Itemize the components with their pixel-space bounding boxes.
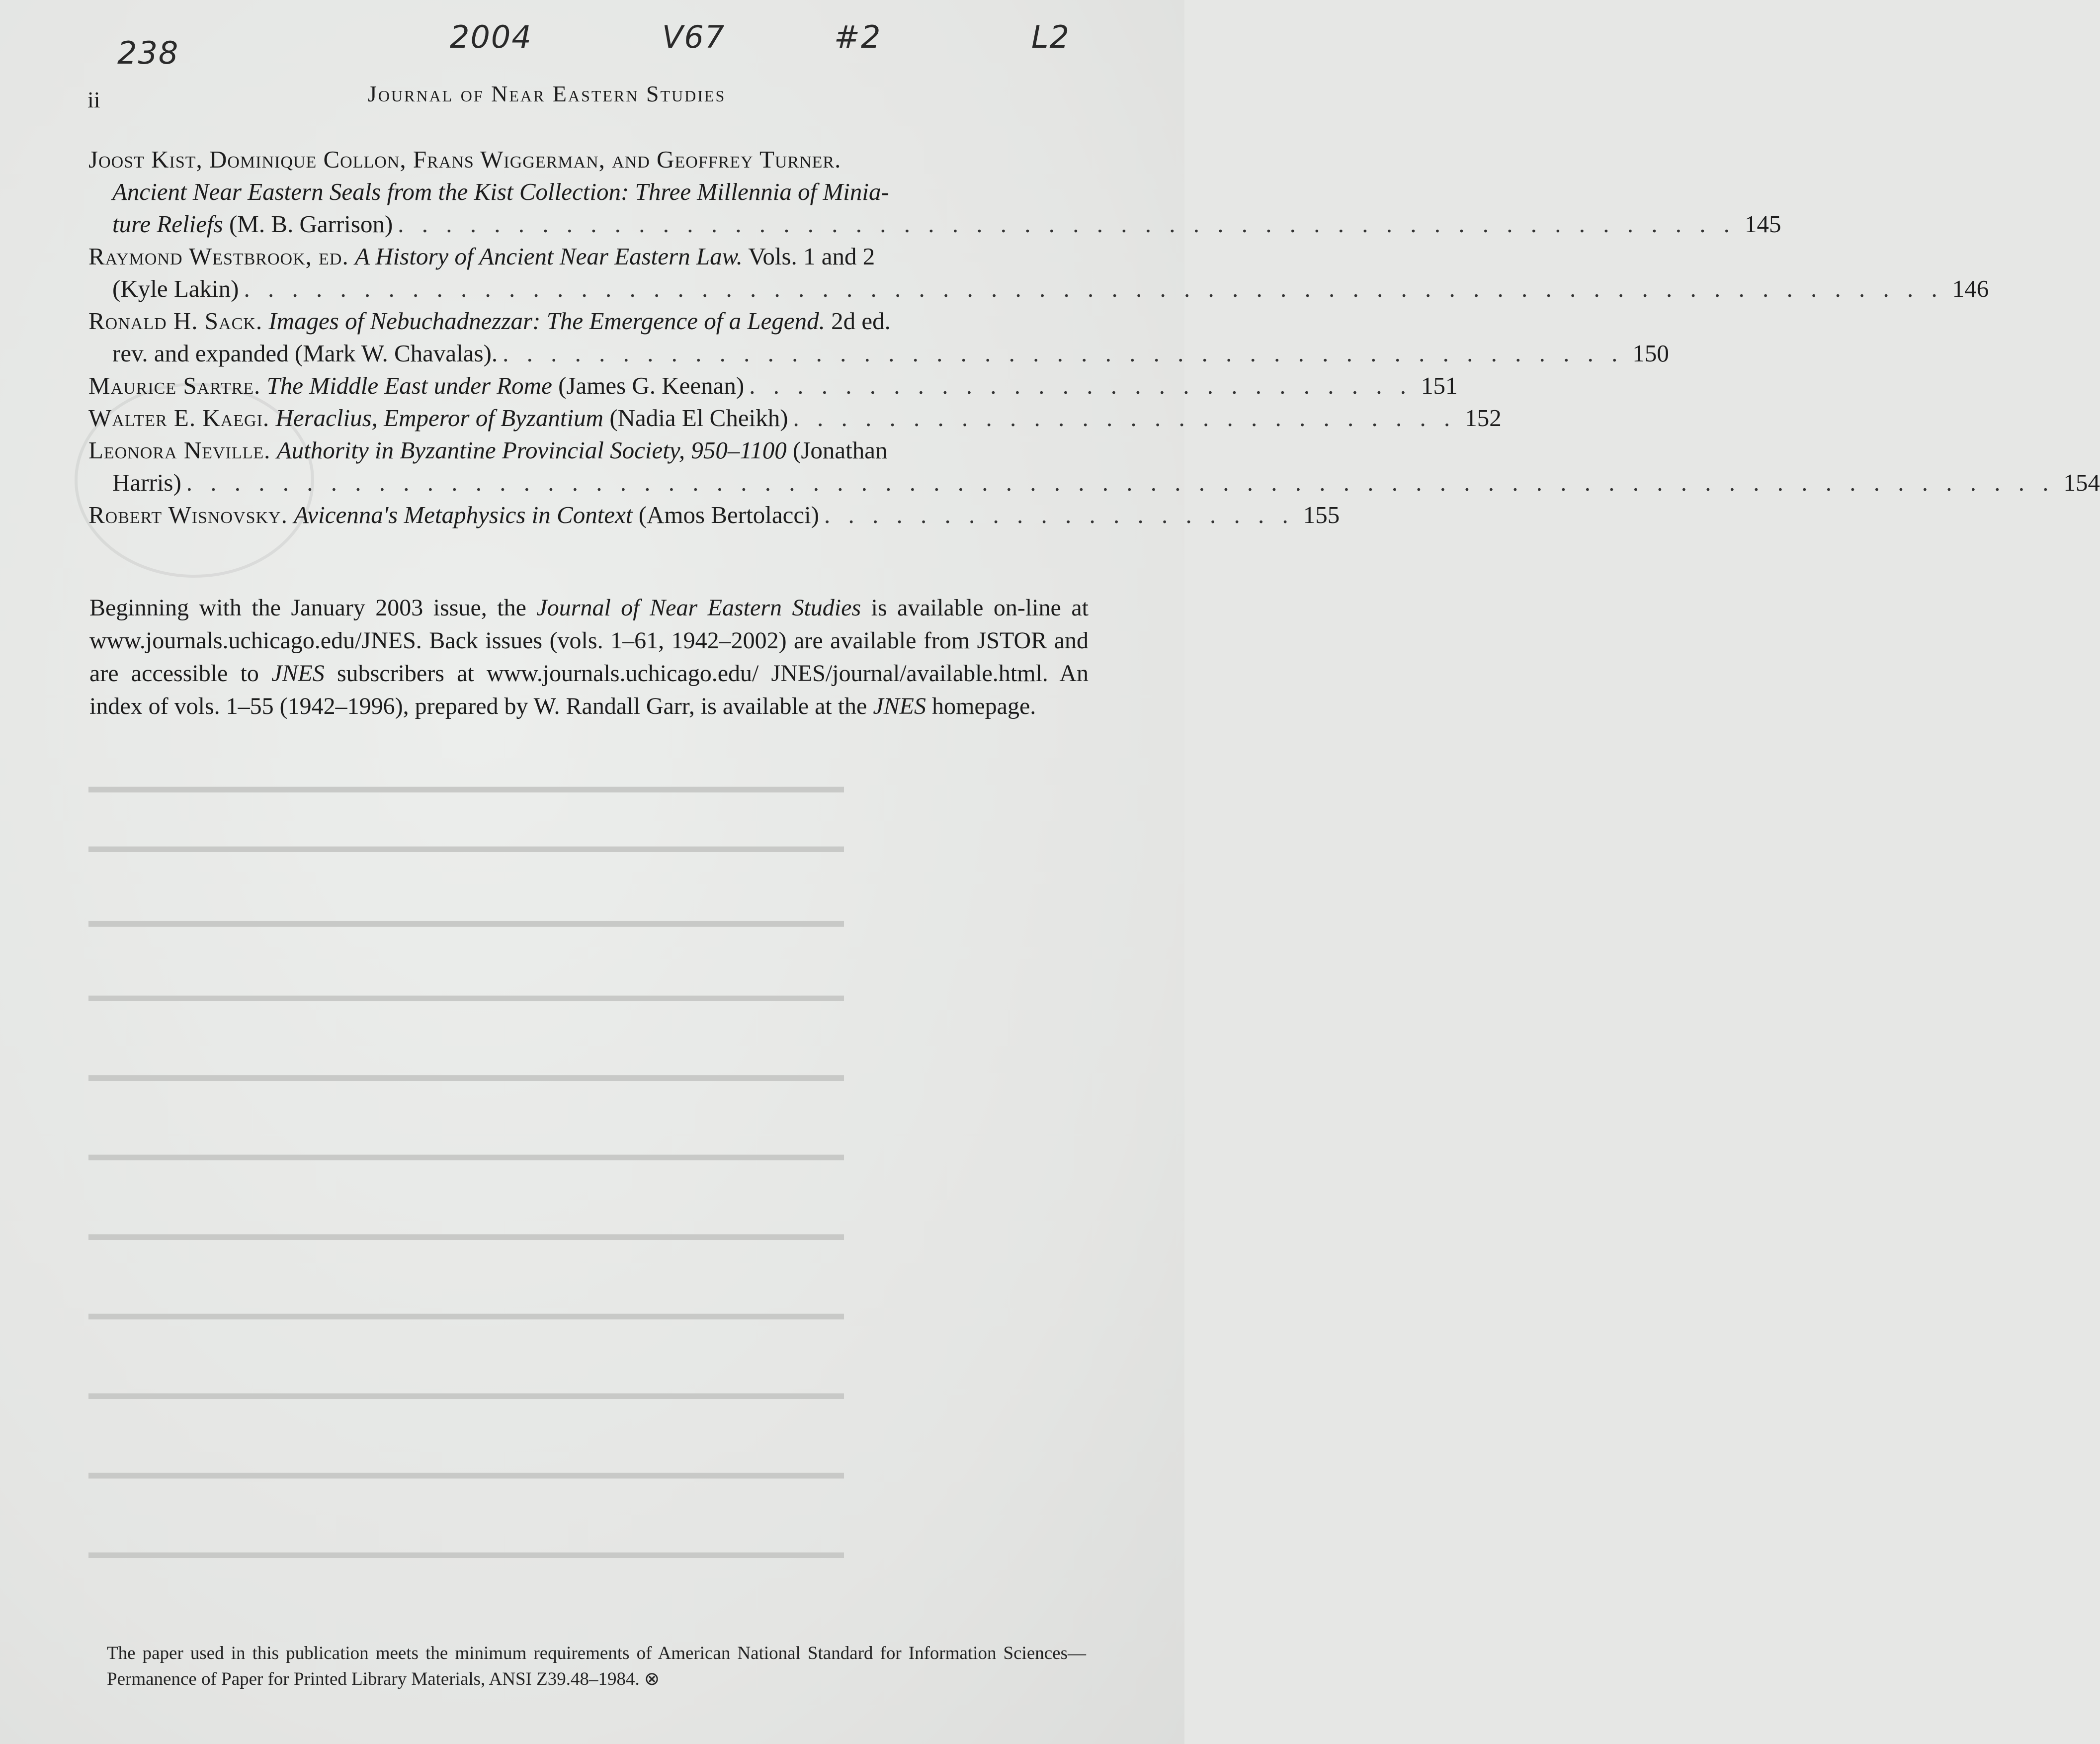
show-through-line: ▬▬▬▬▬▬▬▬▬▬▬▬▬▬▬▬▬▬▬▬▬▬▬▬▬▬▬▬▬▬▬▬▬▬▬▬▬▬▬▬ xyxy=(88,776,844,797)
entry-title-cont: ture Reliefs xyxy=(112,210,223,238)
running-head: Journal of Near Eastern Studies xyxy=(368,81,726,106)
paper-permanence-notice: The paper used in this publication meets the minimum requirements of American National Standard for Information Sciences—Permanence of Paper for Printed Library Materials, ANSI Z39.48–1984. ⊗ xyxy=(107,1643,1086,1689)
note-text: Beginning with the January 2003 issue, the xyxy=(89,595,537,621)
handwritten-note-year: 2004 xyxy=(450,19,532,55)
show-through-line: ▬▬▬▬▬▬▬▬▬▬▬▬▬▬▬▬▬▬▬▬▬▬▬▬▬▬▬▬▬▬▬▬▬▬▬▬▬▬▬▬ xyxy=(88,1144,844,1165)
handwritten-note-location: L2 xyxy=(1031,19,1070,55)
show-through-line: ▬▬▬▬▬▬▬▬▬▬▬▬▬▬▬▬▬▬▬▬▬▬▬▬▬▬▬▬▬▬▬▬▬▬▬▬▬▬▬▬ xyxy=(88,1383,844,1403)
dot-leader: . . . . . . . . . . . . . . . . . . . . xyxy=(824,501,1294,528)
entry-reviewer: (Amos Bertolacci) xyxy=(638,501,819,528)
note-journal-title: Journal of Near Eastern Studies xyxy=(536,595,861,621)
toc-entry xyxy=(88,305,1669,369)
dot-leader: . . . . . . . . . . . . . . . . . . . . . . . . . . . . . . . . . . . . . . . . . . . . . . . . . . . . . . . . xyxy=(398,210,1736,238)
show-through-line: ▬▬▬▬▬▬▬▬▬▬▬▬▬▬▬▬▬▬▬▬▬▬▬▬▬▬▬▬▬▬▬▬▬▬▬▬▬▬▬▬ xyxy=(88,1462,844,1483)
note-journal-abbrev: JNES xyxy=(873,693,926,719)
entry-reviewer-cont: Harris) xyxy=(112,469,181,496)
handwritten-note-call-number: 238 xyxy=(117,35,179,71)
toc-entry xyxy=(88,240,1989,305)
entry-authors: Joost Kist, Dominique Collon, Frans Wiggerman, and Geoffrey Turner. xyxy=(88,146,841,173)
entry-title: The Middle East under Rome xyxy=(266,372,552,399)
toc-entry xyxy=(88,499,1340,531)
entry-authors: Leonora Neville. xyxy=(88,436,271,464)
entry-title: Heraclius, Emperor of Byzantium xyxy=(275,404,604,432)
entry-reviewer: (Jonathan xyxy=(793,436,888,464)
entry-page: 146 xyxy=(1952,275,1989,302)
entry-authors: Raymond Westbrook, ed. xyxy=(88,243,349,270)
entry-title: Ancient Near Eastern Seals from the Kist Collection: Three Millennia of Minia- xyxy=(112,178,889,205)
show-through-line: ▬▬▬▬▬▬▬▬▬▬▬▬▬▬▬▬▬▬▬▬▬▬▬▬▬▬▬▬▬▬▬▬▬▬▬▬▬▬▬▬ xyxy=(88,1303,844,1324)
show-through-line: ▬▬▬▬▬▬▬▬▬▬▬▬▬▬▬▬▬▬▬▬▬▬▬▬▬▬▬▬▬▬▬▬▬▬▬▬▬▬▬▬ xyxy=(88,910,844,931)
entry-authors: Ronald H. Sack. xyxy=(88,307,263,335)
entry-authors: Robert Wisnovsky. xyxy=(88,501,288,528)
entry-reviewer: (M. B. Garrison) xyxy=(229,210,393,238)
entry-reviewer: (Nadia El Cheikh) xyxy=(609,404,788,432)
entry-extra: 2d ed. xyxy=(831,307,891,335)
entry-reviewer: (James G. Keenan) xyxy=(558,372,745,399)
entry-page: 155 xyxy=(1303,501,1340,528)
note-text: subscribers at www.journals.uchicago.edu/ JNES/journal/available.html. An index of vols. 1–55 (1942–1996), prepared by W. Randall Garr, is available at the xyxy=(89,660,1089,719)
dot-leader: . . . . . . . . . . . . . . . . . . . . . . . . . . . . . . . . . . . . . . . . . . . . . . . . . . . . . . . . . . . . . . . . . . . . . . . . . . . . . . xyxy=(186,469,2055,496)
entry-authors: Walter E. Kaegi. xyxy=(88,404,270,432)
toc-entry xyxy=(88,402,1502,434)
entry-title: Authority in Byzantine Provincial Society, 950–1100 xyxy=(276,436,787,464)
entry-reviewer: (Kyle Lakin) xyxy=(112,275,239,302)
toc-entry xyxy=(88,143,1781,240)
show-through-line: ▬▬▬▬▬▬▬▬▬▬▬▬▬▬▬▬▬▬▬▬▬▬▬▬▬▬▬▬▬▬▬▬▬▬▬▬▬▬▬▬ xyxy=(88,1223,844,1244)
entry-page: 151 xyxy=(1421,372,1458,399)
dot-leader: . . . . . . . . . . . . . . . . . . . . . . . . . . . . xyxy=(793,404,1456,432)
toc-entry xyxy=(88,369,1458,402)
entry-extra: rev. and expanded xyxy=(112,340,289,367)
note-text: homepage. xyxy=(926,693,1036,719)
entry-page: 154 xyxy=(2063,469,2100,496)
entry-title: A History of Ancient Near Eastern Law. xyxy=(354,243,743,270)
handwritten-note-issue: #2 xyxy=(834,19,882,55)
dot-leader: . . . . . . . . . . . . . . . . . . . . . . . . . . . . . . . . . . . . . . . . . . . . . . . . . . . . . . . . . . . . . . . . . . . . . . . xyxy=(244,275,1943,302)
entry-authors: Maurice Sartre. xyxy=(88,372,261,399)
entry-extra: Vols. 1 and 2 xyxy=(748,243,875,270)
show-through-line: ▬▬▬▬▬▬▬▬▬▬▬▬▬▬▬▬▬▬▬▬▬▬▬▬▬▬▬▬▬▬▬▬▬▬▬▬▬▬▬▬ xyxy=(88,985,844,1006)
table-of-contents xyxy=(88,143,2100,531)
online-availability-note xyxy=(89,592,1089,723)
page-folio: ii xyxy=(87,87,100,112)
toc-entry xyxy=(88,434,2100,499)
note-text: is available on-line at www.journals.uchicago.edu/JNES. Back issues (vols. 1–61, 1942–2002) are available from JSTOR and are accessible to xyxy=(89,595,1089,687)
show-through-line: ▬▬▬▬▬▬▬▬▬▬▬▬▬▬▬▬▬▬▬▬▬▬▬▬▬▬▬▬▬▬▬▬▬▬▬▬▬▬▬▬ xyxy=(88,1542,844,1563)
entry-page: 150 xyxy=(1632,340,1669,367)
entry-reviewer: (Mark W. Chavalas). xyxy=(294,340,498,367)
show-through-line: ▬▬▬▬▬▬▬▬▬▬▬▬▬▬▬▬▬▬▬▬▬▬▬▬▬▬▬▬▬▬▬▬▬▬▬▬▬▬▬▬ xyxy=(88,836,844,857)
entry-page: 145 xyxy=(1745,210,1781,238)
note-journal-abbrev: JNES xyxy=(271,660,325,687)
entry-title: Avicenna's Metaphysics in Context xyxy=(294,501,633,528)
handwritten-note-volume: V67 xyxy=(662,19,726,55)
entry-page: 152 xyxy=(1465,404,1502,432)
entry-title: Images of Nebuchadnezzar: The Emergence of a Legend. xyxy=(268,307,825,335)
show-through-line: ▬▬▬▬▬▬▬▬▬▬▬▬▬▬▬▬▬▬▬▬▬▬▬▬▬▬▬▬▬▬▬▬▬▬▬▬▬▬▬▬ xyxy=(88,1064,844,1085)
dot-leader: . . . . . . . . . . . . . . . . . . . . . . . . . . . . . . . . . . . . . . . . . . . . . . . xyxy=(503,340,1624,367)
dot-leader: . . . . . . . . . . . . . . . . . . . . . . . . . . . . xyxy=(749,372,1412,399)
